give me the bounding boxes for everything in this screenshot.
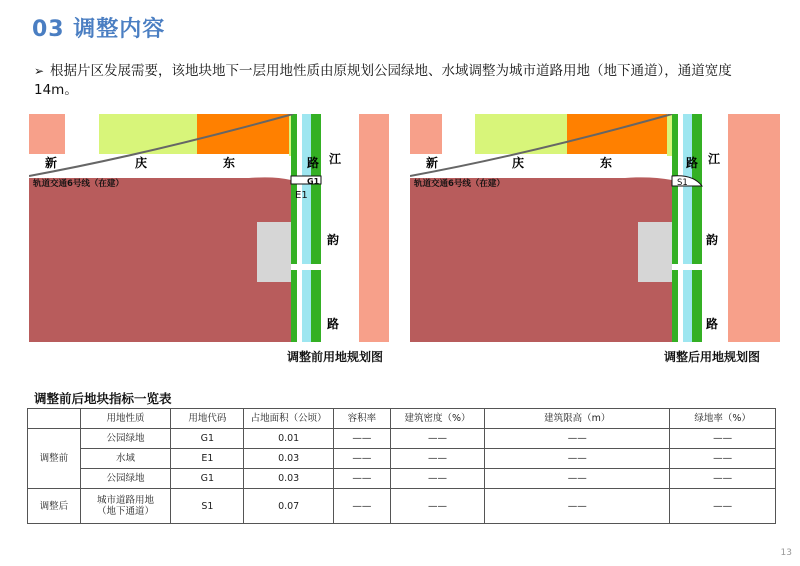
table-cell: —— <box>390 469 485 489</box>
bullet-arrow-icon: ➢ <box>34 64 45 78</box>
table-cell: —— <box>670 489 776 524</box>
road-char: 新 <box>426 156 439 170</box>
index-table <box>27 408 776 524</box>
table-cell: 城市道路用地 （地下通道） <box>80 489 170 524</box>
table-cell: E1 <box>171 449 244 469</box>
table-cell: —— <box>670 429 776 449</box>
road-char: 东 <box>223 156 236 170</box>
table-title: 调整前后地块指标一览表 <box>34 391 172 406</box>
table-cell: —— <box>670 469 776 489</box>
road-char: 庆 <box>512 156 525 170</box>
table-cell: —— <box>670 449 776 469</box>
header-cell: 占地面积（公顷） <box>244 409 333 429</box>
table-cell: 公园绿地 <box>80 429 170 449</box>
table-cell: S1 <box>171 489 244 524</box>
table-header-row <box>28 409 776 429</box>
residential-block <box>29 177 291 342</box>
side-road-char: 路 <box>327 317 340 331</box>
water-strip <box>302 114 311 342</box>
road-char: 东 <box>600 156 613 170</box>
table-row <box>28 429 776 449</box>
table-row <box>28 469 776 489</box>
rail-label: 轨道交通6号线（在建） <box>33 179 124 189</box>
table-cell: —— <box>485 489 670 524</box>
table-cell: 0.01 <box>244 429 333 449</box>
description-bullet <box>34 62 774 100</box>
table-cell: —— <box>333 429 390 449</box>
group-label: 调整后 <box>28 489 81 524</box>
table-cell: 水域 <box>80 449 170 469</box>
rail-label: 轨道交通6号线（在建） <box>414 179 505 189</box>
side-road-char: 路 <box>706 317 719 331</box>
table-cell: —— <box>333 489 390 524</box>
table-row <box>28 489 776 524</box>
table-cell: G1 <box>171 469 244 489</box>
header-cell-empty <box>28 409 81 429</box>
map-after <box>410 114 770 364</box>
table-cell: —— <box>485 449 670 469</box>
light-green-block <box>99 114 197 154</box>
table-cell: —— <box>390 429 485 449</box>
header-cell: 建筑密度（%） <box>390 409 485 429</box>
header-cell: 用地代码 <box>171 409 244 429</box>
parcel-code: G1 <box>307 177 320 186</box>
side-road-char: 韵 <box>327 233 340 247</box>
table-cell: —— <box>390 489 485 524</box>
map-after-graphic <box>410 114 780 364</box>
map-before-graphic <box>29 114 389 364</box>
page-number: 13 <box>780 548 792 558</box>
table-row <box>28 449 776 469</box>
header-cell: 容积率 <box>333 409 390 429</box>
commercial-block <box>197 114 289 154</box>
table-cell: 0.03 <box>244 469 333 489</box>
map-caption-before: 调整前用地规划图 <box>287 350 384 364</box>
group-label: 调整前 <box>28 429 81 489</box>
map-caption-after: 调整后用地规划图 <box>664 350 761 364</box>
table-cell: 公园绿地 <box>80 469 170 489</box>
page-title: 03 调整内容 <box>32 17 166 42</box>
map-before <box>29 114 389 364</box>
table-cell: 0.07 <box>244 489 333 524</box>
road-char: 新 <box>45 156 58 170</box>
description-text: 根据片区发展需要，该地块地下一层用地性质由原规划公园绿地、水域调整为城市道路用地（地下通道），通道宽度14m。 <box>34 63 732 98</box>
table-cell: —— <box>333 449 390 469</box>
side-road-char: 江 <box>708 152 721 166</box>
road-char: 路 <box>307 156 320 170</box>
table-cell: —— <box>333 469 390 489</box>
parcel-code: E1 <box>295 190 308 201</box>
table-cell: 0.03 <box>244 449 333 469</box>
table-cell: —— <box>485 429 670 449</box>
road-char: 庆 <box>135 156 148 170</box>
table-cell: —— <box>485 469 670 489</box>
table-cell: G1 <box>171 429 244 449</box>
parcel-code: S1 <box>677 178 688 188</box>
header-cell: 绿地率（%） <box>670 409 776 429</box>
header-cell: 建筑限高（m） <box>485 409 670 429</box>
table-cell: —— <box>390 449 485 469</box>
header-cell: 用地性质 <box>80 409 170 429</box>
road-char: 路 <box>686 156 699 170</box>
side-road-char: 韵 <box>706 233 719 247</box>
red-block <box>29 114 65 154</box>
side-road-char: 江 <box>329 152 342 166</box>
